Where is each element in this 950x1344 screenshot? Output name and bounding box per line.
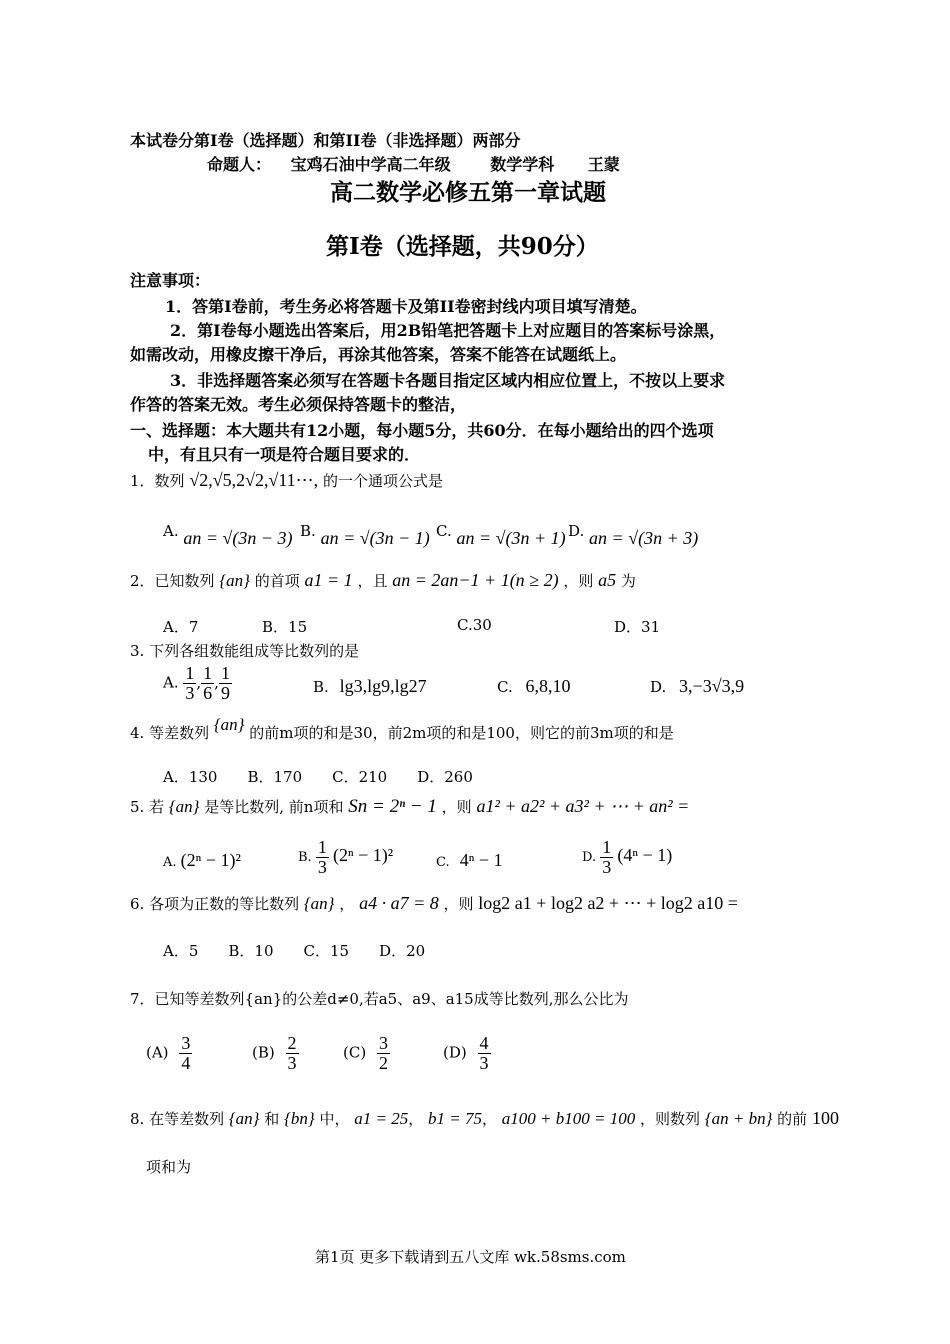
q2-stem (130, 570, 636, 591)
q8-suffix: 的前 (777, 1110, 808, 1128)
q7-option-b (252, 1034, 299, 1073)
q2-suffix: 为 (620, 572, 636, 590)
q8-formula-1: a1 = 25 (354, 1109, 409, 1128)
q2-formula-3: a5 (598, 570, 617, 590)
q1-sequence: √2,√5,2√2,√11⋯, (189, 470, 319, 490)
q3-c-formula: 6,8,10 (525, 676, 571, 696)
q5-option-d (582, 838, 672, 877)
q3-a-frac-2: $\frac{1}{6}$ (203, 663, 213, 703)
q8-mid2: ，则数列 (640, 1110, 701, 1128)
q1-stem-suffix: 的一个通项公式是 (322, 472, 443, 490)
q8-stem-prefix: 8. 在等差数列 (130, 1110, 225, 1128)
q5-c-formula: 4ⁿ − 1 (459, 850, 503, 870)
author-subject: 数学学科 (490, 155, 555, 174)
q2-formula-2: an = 2an−1 + 1(n ≥ 2) (392, 570, 559, 590)
q2-mid3: ，则 (563, 572, 594, 590)
q3-b-formula: lg3,lg9,lg27 (339, 676, 427, 696)
q1-d-formula: an = √(3n + 3) (589, 528, 699, 548)
q3-d-formula: 3,−3√3,9 (679, 676, 745, 696)
page-title: 高二数学必修五第一章试题 (330, 179, 606, 206)
q1-a-formula: an = √(3n − 3) (183, 528, 293, 548)
section-title: 第Ⅰ卷（选择题，共90分） (326, 233, 599, 260)
q5-mid: 是等比数列, 前n项和 (204, 798, 344, 816)
q1-d-label: D. (568, 522, 585, 540)
q7-d-fraction: $\frac{4}{3}$ (479, 1033, 489, 1073)
q5-stem-prefix: 5. 若 (130, 798, 165, 816)
q3-b-label: B. (313, 678, 329, 696)
q1-c-label: C. (436, 522, 452, 540)
q5-option-c (436, 850, 503, 871)
q7-a-label: (A) (146, 1043, 169, 1062)
q5-d-formula: (4ⁿ − 1) (617, 844, 673, 865)
note-3b: 作答的答案无效。考生必须保持答题卡的整洁， (130, 395, 467, 414)
q2-option-b: B．15 (262, 618, 308, 636)
q1-stem (130, 470, 443, 491)
q5-formula-1: Sn = 2ⁿ − 1 (348, 796, 437, 817)
q4-stem-suffix: 的前m项的和是30，前2m项的和是100，则它的前3m项的和是 (249, 724, 674, 742)
q7-option-a (146, 1034, 192, 1073)
q7-stem: 7．已知等差数列{an}的公差d≠0,若a5、a9、a15成等比数列,那么公比为 (130, 990, 629, 1008)
q2-formula-1: a1 = 1 (304, 570, 353, 590)
q6-mid: ，则 (443, 895, 474, 913)
q7-a-fraction: $\frac{3}{4}$ (181, 1033, 191, 1073)
q7-b-fraction: $\frac{2}{3}$ (287, 1033, 297, 1073)
q8-sequence-a: {an} (228, 1109, 260, 1128)
q1-b-label: B. (300, 522, 316, 540)
q5-stem (130, 796, 689, 818)
q5-formula-2: a1² + a2² + a3² + ⋯ + an² = (476, 796, 690, 816)
q6-formula-1: a4 · a7 = 8 (359, 893, 439, 913)
q5-a-formula: (2ⁿ − 1)² (180, 850, 241, 870)
q3-stem: 3. 下列各组数能组成等比数列的是 (130, 642, 360, 660)
q5-d-label: D. (582, 849, 597, 865)
section1-line1: 一、选择题：本大题共有12小题，每小题5分，共60分．在每小题给出的四个选项 (130, 421, 714, 440)
q3-option-b (313, 676, 427, 697)
q2-option-a: A．7 (163, 618, 199, 636)
notes-heading: 注意事项： (130, 271, 211, 290)
q6-stem: 6. 各项为正数的等比数列 {an} ， a4 · a7 = 8 ，则 log2 a1 + log2 a2 + ⋯ + log2 a10 = (130, 893, 738, 913)
q7-d-label: (D) (443, 1043, 467, 1062)
q3-option-d (650, 676, 744, 697)
q1-c-formula: an = √(3n + 1) (456, 528, 566, 548)
q5-option-b (298, 838, 393, 877)
q7-option-c (343, 1034, 390, 1073)
q2-sequence: {an} (219, 571, 250, 590)
q7-c-label: (C) (343, 1043, 367, 1062)
q3-a-label: A. (163, 673, 179, 692)
author-name: 王蒙 (587, 155, 620, 174)
exam-intro: 本试卷分第Ⅰ卷（选择题）和第ⅠI卷（非选择题）两部分 (130, 131, 521, 150)
q7-b-label: (B) (252, 1043, 275, 1062)
q5-option-a (163, 850, 241, 871)
q3-d-label: D. (650, 678, 667, 696)
note-2a: 2．第Ⅰ卷每小题选出答案后，用2B铅笔把答题卡上对应题目的答案标号涂黑， (170, 321, 726, 340)
q4-stem-prefix: 4. 等差数列 (130, 724, 210, 742)
author-line (207, 152, 620, 175)
q5-sequence: {an} (168, 797, 200, 816)
q4-options: A．130 B．170 C．210 D．260 (163, 768, 473, 786)
q6-formula-2: log2 a1 + log2 a2 + ⋯ + log2 a10 = (478, 893, 738, 913)
q4-stem (130, 715, 674, 743)
q1-option-c (436, 520, 566, 548)
q5-a-label: A. (163, 855, 177, 870)
q2-stem-prefix: 2．已知数列 (130, 572, 215, 590)
q8-stem: 8. 在等差数列 {an} 和 {bn} 中， a1 = 25， b1 = 75， a100 + b100 = 100 ，则数列 {an + bn} 的前 100 (130, 1108, 839, 1128)
q3-a-frac-1: $\frac{1}{3}$ (185, 663, 195, 703)
q8-sequence-sum: {an + bn} (704, 1109, 773, 1128)
q3-c-label: C. (497, 678, 513, 696)
page-footer: 第1页 更多下载请到五八文库 wk.58sms.com (315, 1248, 626, 1266)
q8-formula-2: b1 = 75 (428, 1109, 482, 1128)
q8-and: 和 (264, 1110, 280, 1128)
q1-stem-prefix: 1．数列 (130, 472, 185, 490)
q2-option-c: C.30 (457, 616, 492, 634)
author-label: 命题人： (207, 155, 272, 174)
q3-a-frac-3: $\frac{1}{9}$ (220, 663, 230, 703)
q5-b-formula: (2ⁿ − 1)² (332, 844, 394, 865)
section1-line2: 中，有且只有一项是符合题目要求的． (148, 445, 421, 464)
q2-mid1: 的首项 (254, 572, 300, 590)
q1-a-label: A. (163, 522, 179, 540)
q6-options: A．5 B．10 C．15 D．20 (163, 942, 426, 960)
note-2b: 如需改动，用橡皮擦干净后，再涂其他答案，答案不能答在试题纸上。 (130, 345, 627, 364)
note-1: 1．答第Ⅰ卷前，考生务必将答题卡及第II卷密封线内项目填写清楚。 (165, 297, 647, 316)
q7-c-fraction: $\frac{3}{2}$ (378, 1033, 388, 1073)
q8-line2: 项和为 (146, 1158, 192, 1176)
q2-option-d: D．31 (614, 618, 661, 636)
q8-sequence-b: {bn} (284, 1109, 315, 1128)
q1-b-formula: an = √(3n − 1) (320, 528, 430, 548)
q5-d-fraction: $\frac{1}{3}$ (602, 837, 612, 877)
author-school: 宝鸡石油中学高二年级 (290, 155, 451, 174)
q5-b-fraction: $\frac{1}{3}$ (317, 837, 327, 877)
q5-b-label: B. (298, 849, 312, 865)
q8-number: 100 (811, 1108, 839, 1128)
q7-option-d (443, 1034, 491, 1073)
q8-mid: 中， (319, 1110, 350, 1128)
q5-mid2: ，则 (441, 798, 472, 816)
q1-option-b (300, 520, 430, 548)
note-3a: 3．非选择题答案必须写在答题卡各题目指定区域内相应位置上，不按以上要求 (170, 371, 726, 390)
q3-option-c (497, 676, 571, 697)
q6-stem-prefix: 6. 各项为正数的等比数列 (130, 895, 300, 913)
q3-option-a: A. $\frac{1}{3}$ , $\frac{1}{6}$ , $\frac{1}{9}$ (163, 663, 230, 703)
q5-c-label: C. (436, 855, 450, 870)
q4-sequence: {an} (213, 715, 245, 734)
q8-formula-3: a100 + b100 = 100 (501, 1109, 636, 1128)
q1-option-a (163, 520, 293, 548)
q2-mid2: ，且 (357, 572, 388, 590)
q1-option-d (568, 520, 699, 548)
q6-sequence: {an} (303, 894, 335, 913)
